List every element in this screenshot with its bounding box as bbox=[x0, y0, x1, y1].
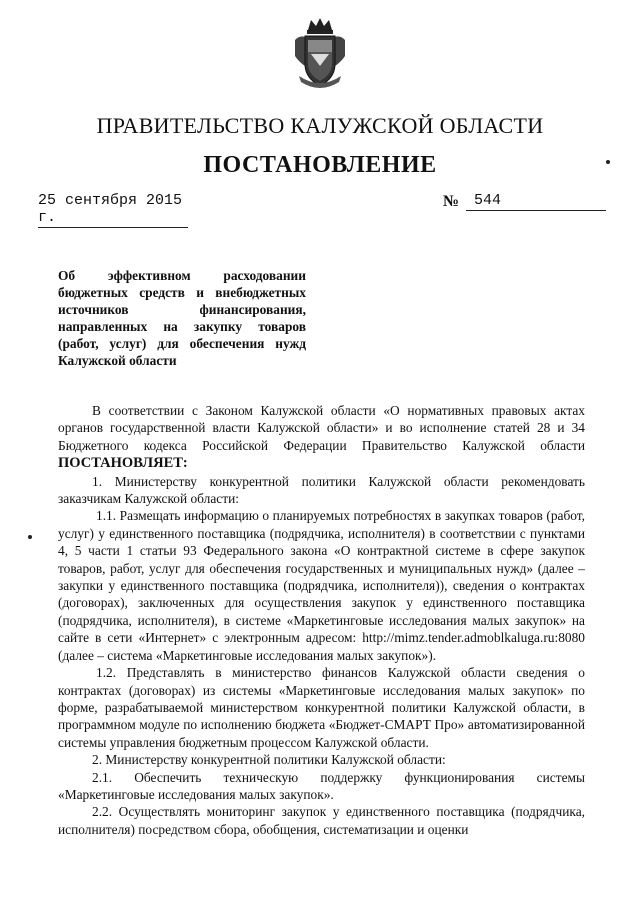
number-label: № bbox=[443, 193, 460, 210]
scan-speck bbox=[28, 535, 32, 539]
government-name: ПРАВИТЕЛЬСТВО КАЛУЖСКОЙ ОБЛАСТИ bbox=[96, 113, 544, 138]
paragraph-2-1: 2.1. Обеспечить техническую поддержку функционирования системы «Маркетинговые исследования малых закупок». bbox=[58, 769, 585, 802]
document-number: 544 bbox=[466, 192, 606, 211]
paragraph-2: 2. Министерству конкурентной политики Калужской области: bbox=[92, 752, 446, 768]
coat-of-arms-icon bbox=[291, 16, 349, 90]
preamble: В соответствии с Законом Калужской области «О нормативных правовых актах органов государственной власти Калужской области» и во исполнение статей 28 и 34 Бюджетного кодекса Российской Федерации Правительство Калужской области ПОСТАНОВЛЯЕТ: bbox=[58, 403, 585, 472]
paragraph-1-1: 1.1. Размещать информацию о планируемых потребностях в закупках товаров (работ, услуг) у единственного поставщика (подрядчика, исполнителя) в соответствии с пунктами 4, 5 части 1 статьи 93 Федерального закона «О контрактной системе в сфере закупок товаров, работ, услуг для обеспечения государственных и муниципальных нужд» (далее – закупки у единственного поставщика (подрядчика, исполнителя)), сведения о контрактах (договорах), заключенных для осуществления закупок у единственного поставщика (подрядчика, исполнителя), в системе «Маркетинговые исследования малых закупок» на сайте в сети «Интернет» с электронным адресом: http://mimz.tender.admoblkaluga.ru:8080 (далее – система «Маркетинговые исследования малых закупок»). bbox=[58, 508, 585, 663]
document-type-title: ПОСТАНОВЛЕНИЕ bbox=[203, 152, 437, 178]
paragraph-2-2: 2.2. Осуществлять мониторинг закупок у единственного поставщика (подрядчика, исполнителя) посредством сбора, обобщения, систематизации и оценки bbox=[58, 804, 585, 837]
scan-speck bbox=[606, 160, 610, 164]
paragraph-1: 1. Министерству конкурентной политики Калужской области рекомендовать заказчикам Калужской области: bbox=[58, 473, 585, 507]
document-subject: Об эффективном расходовании бюджетных средств и внебюджетных источников финансирования, направленных на закупку товаров (работ, услуг) для обеспечения нужд Калужской области bbox=[58, 268, 306, 368]
document-date: 25 сентября 2015 г. bbox=[38, 192, 188, 228]
resolves-heading: ПОСТАНОВЛЯЕТ: bbox=[58, 455, 188, 472]
document-body bbox=[58, 402, 585, 838]
paragraph-1-2: 1.2. Представлять в министерство финансов Калужской области сведения о контрактах (договорах) из системы «Маркетинговые исследования малых закупок» по форме, разрабатываемой министерством конкурентной политики Калужской области, в программном модуле по исполнению бюджета «Бюджет-СМАРТ Про» автоматизированной системы управления бюджетным процессом Калужской области. bbox=[58, 665, 585, 750]
